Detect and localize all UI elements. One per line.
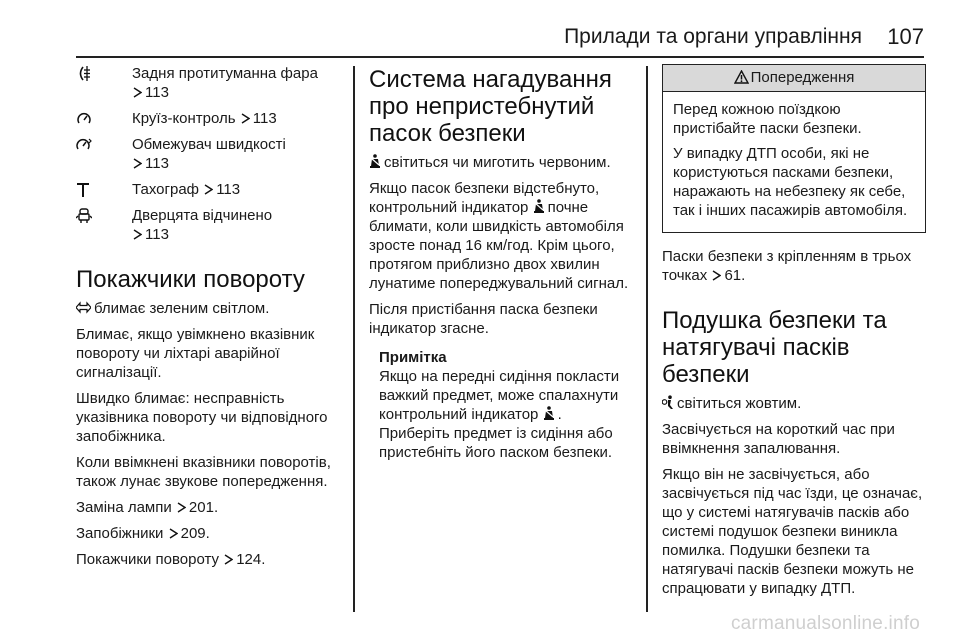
seatbelt-icon [533,199,545,214]
section-heading-airbag: Подушка безпеки та натягувачі пасків безпеки [662,307,887,388]
column-left [76,64,342,569]
indicator-item-tachograph [76,180,342,199]
page-reference[interactable]: 201. [188,499,219,516]
page-reference-icon [133,87,142,98]
paragraph: Швидко блимає: несправність указівника повороту чи відповідного запобіжника. [76,390,328,445]
page-reference-icon [224,554,233,565]
turn-signal-icon [76,300,91,315]
paragraph: У випадку ДТП особи, які не користуються пасками безпеки, наражають на небезпеку як себе, так і інших пасажирів автомобіля. [673,145,908,219]
column-middle [369,64,631,462]
indicator-item-speed-limiter [76,135,342,173]
indicator-label: Задня протитуманна фара [132,65,318,82]
seatbelt-icon [543,406,555,421]
section-heading-seatbelt-reminder: Система нагадування про непристебнутий пасок безпеки [369,66,612,147]
page-reference-icon [177,502,186,513]
indicator-label: Тахограф [132,181,200,198]
page-reference-icon [169,528,178,539]
paragraph: Запобіжники 209. [76,525,210,542]
indicator-label: Дверцята відчинено [132,207,273,224]
paragraph: світиться жовтим. [662,394,926,413]
warning-triangle-icon [734,70,749,84]
note-title: Примітка [379,349,447,366]
column-right [662,64,926,598]
column-divider-2 [646,66,648,612]
page-title: Прилади та органи управління [564,25,862,48]
indicator-item-rear-fog [76,64,342,102]
page-reference[interactable]: 124. [236,551,266,568]
page-reference-icon [133,158,142,169]
page-header [76,22,924,52]
paragraph: Перед кожною поїздкою пристібайте паски безпеки. [673,101,862,137]
paragraph: Якщо пасок безпеки відстебнуто, контрольний індикатор почне блимати, коли швидкість автомобіля зросте понад 16 км/год. Крім цього, протягом приблизно двох хвилин лунатиме попереджувальний сигнал. [369,180,629,292]
column-divider-1 [353,66,355,612]
note-text: Приберіть предмет із сидіння або пристебніть його паском безпеки. [379,425,613,461]
note-text: Якщо на передні сидіння покласти важкий предмет, може спалахнути контрольний індикатор . [379,368,620,423]
warning-box [662,64,926,233]
page-reference-icon [241,113,250,124]
page-number: 107 [887,24,924,49]
paragraph: Блимає, якщо увімкнено вказівник повороту чи ліхтарі аварійної сигналізації. [76,326,315,381]
page-reference-icon [204,184,213,195]
page-reference[interactable]: 113 [216,181,241,198]
seatbelt-icon [369,154,381,169]
paragraph: блимає зеленим світлом. [76,299,342,318]
indicator-item-cruise [76,109,342,128]
watermark: carmanualsonline.info [730,613,920,634]
cruise-control-icon [76,110,92,127]
indicator-label: Обмежувач швидкості [132,136,286,153]
rear-fog-lamp-icon [76,65,92,82]
page-reference-icon [712,270,721,281]
page-reference-icon [133,229,142,240]
section-heading-turn-signals: Покажчики повороту [76,266,305,293]
paragraph: Якщо він не засвічується, або засвічується під час їзди, це означає, що у системі натягувачів пасків або системі подушок безпеки виникла помилка. Подушки безпеки та натягувачі пасків безпеки можуть не спрацювати у випадку ДТП. [662,466,923,597]
paragraph: Заміна лампи 201. [76,499,219,516]
note-block [369,348,631,462]
door-open-icon [76,207,92,224]
page-reference[interactable]: 61. [724,267,746,284]
paragraph: Паски безпеки з кріпленням в трьох точках 61. [662,248,912,284]
page-reference[interactable]: 113 [252,110,277,127]
paragraph: світиться чи миготить червоним. [369,153,631,172]
warning-body [663,92,925,232]
page-reference[interactable]: 209. [180,525,210,542]
paragraph: Засвічується на короткий час при ввімкнення запалювання. [662,421,895,457]
page-reference[interactable]: 113 [145,155,169,172]
page-reference[interactable]: 113 [145,226,169,243]
indicator-item-door-open [76,206,342,244]
page-reference[interactable]: 113 [145,84,169,101]
airbag-icon [662,395,674,410]
header-divider [76,56,924,58]
paragraph: Коли ввімкнені вказівники поворотів, також лунає звукове попередження. [76,454,331,490]
indicator-label: Круїз-контроль [132,110,236,127]
speed-limiter-icon [76,136,92,153]
warning-title: Попередження [750,69,855,86]
paragraph: Після пристібання паска безпеки індикатор згасне. [369,301,598,337]
paragraph: Покажчики повороту 124. [76,551,266,568]
warning-header [663,65,925,92]
tachograph-icon [76,181,92,198]
